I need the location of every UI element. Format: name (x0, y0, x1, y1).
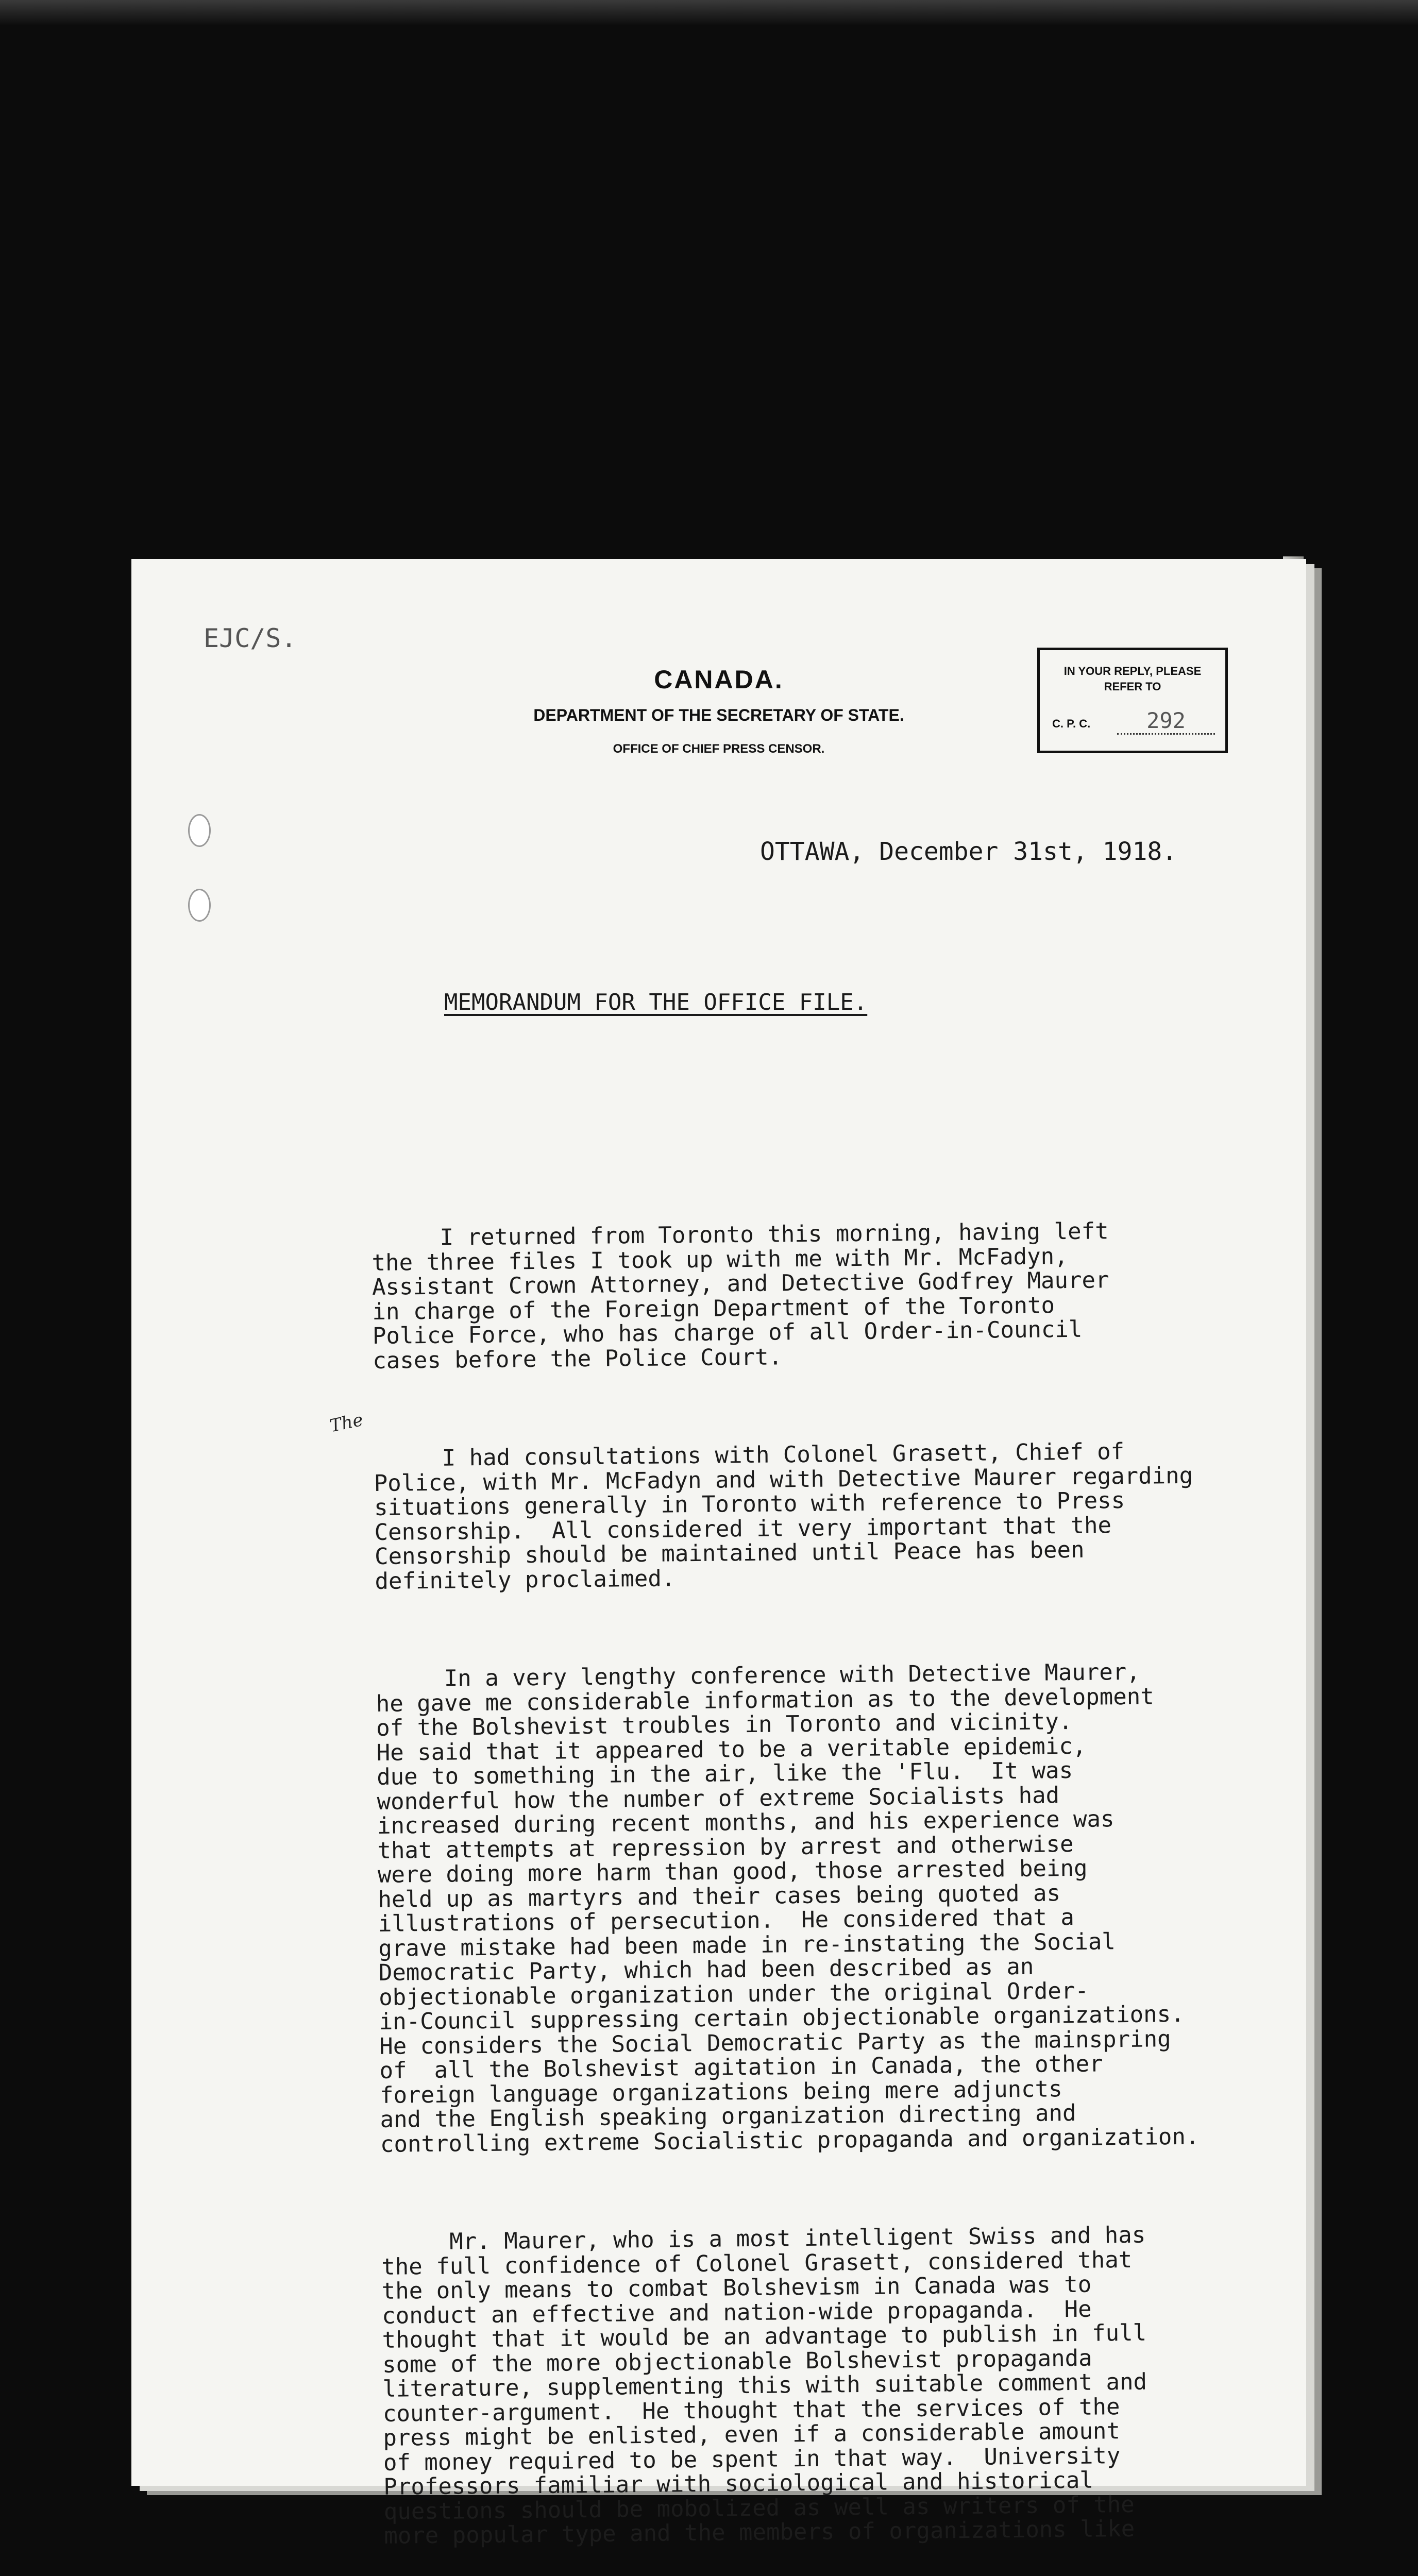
reply-box-line2: REFER TO (1104, 680, 1161, 693)
reply-box-line1: IN YOUR REPLY, PLEASE (1064, 665, 1202, 677)
header-office: OFFICE OF CHIEF PRESS CENSOR. (613, 742, 825, 756)
paragraph-4: Mr. Maurer, who is a most intelligent Swiss and has the full confidence of Colonel Grasett, considered that the only means to combat Bolshevism in Canada was to conduct an effective and nation-wide propaganda. He thought that it would be an advantage to publish in full some of the more objectionable Bolshevist propaganda literature, supplementing this with suitable comment and counter-argument. He thought that the services of the press might be enlisted, even if a considerable amount of money required to be spent in that way. University Professors familiar with sociological and historical questions should be mobolized as well as writers of the more popular type and the members of organizations like (381, 2222, 1147, 2549)
memo-body (371, 1168, 1291, 2576)
reply-box-prefix: C. P. C. (1052, 717, 1091, 730)
reply-reference-box (1037, 648, 1228, 753)
film-edge (0, 0, 1418, 26)
punch-hole-top (188, 814, 211, 847)
file-code: EJC/S. (204, 623, 297, 653)
handwritten-margin-note: The (328, 1409, 365, 1437)
header-country: CANADA. (654, 665, 784, 694)
letter-date: OTTAWA, December 31st, 1918. (760, 837, 1177, 866)
reply-box-file-number: 292 (1117, 708, 1215, 735)
memo-title: MEMORANDUM FOR THE OFFICE FILE. (444, 989, 868, 1015)
paragraph-1: I returned from Toronto this morning, having left the three files I took up with me with Mr. McFadyn, Assistant Crown Attorney, and Detective Godfrey Maurer in charge of the Foreign Department of the Toronto Police Force, who has charge of all Order-in-Council cases before the Police Court. (371, 1218, 1109, 1374)
punch-hole-bottom (188, 889, 211, 922)
header-department: DEPARTMENT OF THE SECRETARY OF STATE. (533, 706, 904, 724)
paragraph-2: I had consultations with Colonel Grasett, Chief of Police, with Mr. McFadyn and with Detective Maurer regarding situations generally in Toronto with reference to Press Censorship. All considered it very important that the Censorship should be maintained until Peace has been definitely proclaimed. (374, 1438, 1193, 1595)
paragraph-3: In a very lengthy conference with Detective Maurer, he gave me considerable information as to the development of the Bolshevist troubles in Toronto and vicinity. He said that it appeared to be a veritable epidemic, due to something in the air, like the 'Flu. It was wonderful how the number of extreme Socialists had increased during recent months, and his experience was that attempts at repression by arrest and otherwise were doing more harm than good, those arrested being held up as martyrs and their cases being quoted as illustrations of persecution. He considered that a grave mistake had been made in re-instating the Social Democratic Party, which had been described as an objectionable organization under the original Order- in-Council suppressing certain objectionable organizations. He considers the Social Democratic Party as the mainspring of all the Bolshevist agitation in Canada, the other foreign language organizations being mere adjuncts and the English speaking organization directing and controlling extreme Socialistic propaganda and organization. (376, 1658, 1200, 2158)
